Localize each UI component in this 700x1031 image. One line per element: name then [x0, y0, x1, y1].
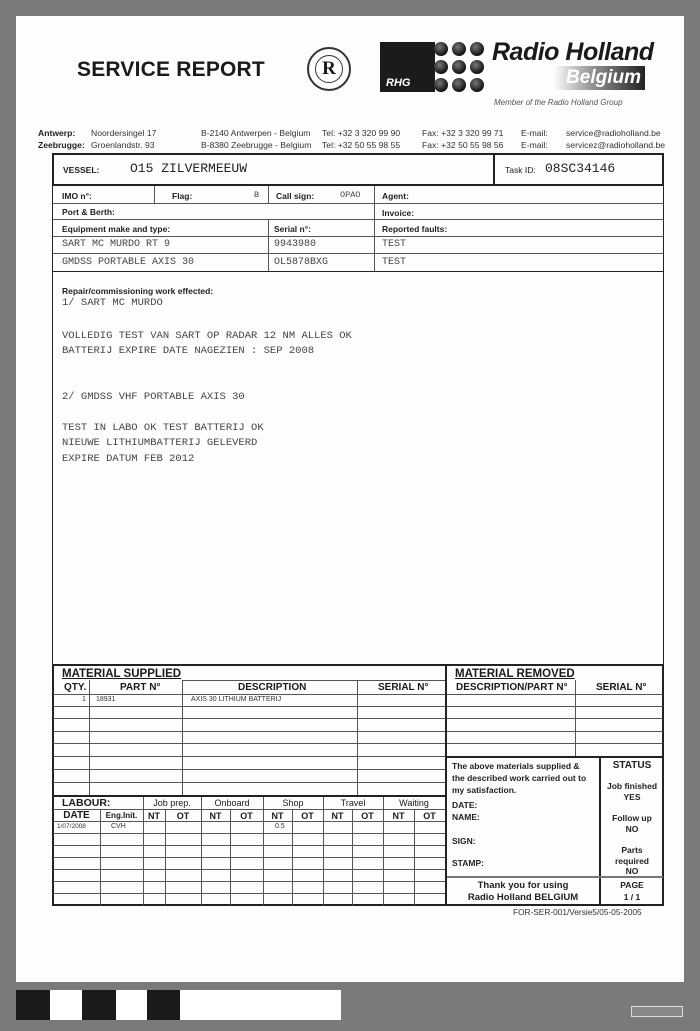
work-line: TEST IN LABO OK TEST BATTERIJ OK [62, 422, 264, 434]
material-part: 18931 [96, 696, 116, 703]
office-postal: B-2140 Antwerpen - Belgium [201, 128, 311, 138]
brand-subtitle: Belgium [553, 66, 645, 90]
equipment-row-2-fault: TEST [382, 257, 407, 268]
material-supplied-title: MATERIAL SUPPLIED [62, 668, 182, 680]
material-removed-title: MATERIAL REMOVED [455, 668, 575, 680]
form-code: FOR-SER-001/Versie5/05-05-2005 [513, 907, 642, 917]
status-title: STATUS [612, 760, 652, 771]
thanks-text: Thank you for using Radio Holland BELGIUM [467, 880, 579, 903]
material-description: AXIS 30 LITHIUM BATTERIJ [191, 696, 282, 703]
equipment-row-1-type: SART MC MURDO RT 9 [62, 239, 171, 250]
office-postal: B-8380 Zeebrugge - Belgium [201, 140, 312, 150]
status-follow-up: Follow up NO [612, 813, 652, 834]
signoff-stamp-label: STAMP: [452, 858, 484, 868]
labour-group-travel: Travel [340, 798, 366, 808]
flag-value: B [254, 190, 260, 200]
work-line: BATTERIJ EXPIRE DATE NAGEZIEN : SEP 2008 [62, 345, 315, 357]
archive-label [631, 1006, 683, 1017]
office-fax: Fax: +32 3 320 99 71 [422, 128, 504, 138]
quality-seal-icon [307, 47, 351, 91]
signoff-name-label: NAME: [452, 812, 480, 822]
work-line: 1/ SART MC MURDO [62, 297, 163, 309]
labour-group-waiting: Waiting [399, 798, 429, 808]
scan-calibration-bars [16, 990, 341, 1020]
labour-title: LABOUR: [62, 797, 111, 809]
logo-dots-icon [434, 42, 488, 92]
equipment-row-1-serial: 9943980 [274, 239, 317, 250]
signoff-statement: The above materials supplied & the described work carried out to my satisfaction. [452, 761, 587, 795]
work-line: NIEUWE LITHIUMBATTERIJ GELEVERD [62, 437, 258, 449]
logo-rhg-mark: RHG [386, 77, 411, 89]
nt-header: NT [271, 811, 284, 821]
office-tel: Tel: +32 50 55 98 55 [322, 140, 401, 150]
office-street: Groenlandstr. 93 [91, 140, 155, 150]
page-title: SERVICE REPORT [77, 58, 265, 81]
nt-header: NT [392, 811, 405, 821]
ot-header: OT [176, 811, 190, 821]
work-label: Repair/commissioning work effected: [62, 286, 214, 296]
office-tel: Tel: +32 3 320 99 90 [322, 128, 401, 138]
port-berth-label: Port & Berth: [62, 207, 115, 217]
invoice-label: Invoice: [382, 208, 415, 218]
office-email-label: E-mail: [521, 140, 548, 150]
office-street: Noordersingel 17 [91, 128, 157, 138]
status-parts-required: Parts required NO [614, 845, 649, 876]
nt-header: NT [148, 811, 160, 821]
office-zeebrugge [38, 140, 665, 150]
member-text: Member of the Radio Holland Group [494, 98, 623, 107]
office-antwerp [38, 128, 661, 138]
flag-label: Flag: [172, 191, 193, 201]
labour-eng-header: Eng.Init. [105, 811, 138, 820]
office-city: Zeebrugge: [38, 140, 85, 150]
labour-group-jobprep: Job prep. [153, 798, 191, 808]
labour-row-eng: CVH [111, 823, 126, 830]
serial-header: SERIAL N° [378, 682, 429, 693]
task-id-label: Task ID: [505, 165, 536, 175]
ot-header: OT [240, 811, 253, 821]
callsign-value: OPAO [340, 190, 361, 200]
vessel-value: O15 ZILVERMEEUW [130, 161, 248, 176]
signoff-date-label: DATE: [452, 800, 478, 810]
callsign-label: Call sign: [276, 191, 315, 201]
labour-group-onboard: Onboard [214, 798, 250, 808]
labour-group-shop: Shop [282, 798, 304, 808]
office-email-label: E-mail: [521, 128, 548, 138]
labour-date-header: DATE [63, 810, 90, 821]
work-line: VOLLEDIG TEST VAN SART OP RADAR 12 NM ALLES OK [62, 330, 352, 342]
brand-name: Radio Holland [492, 38, 654, 66]
equipment-row-2-serial: OL5878BXG [274, 257, 329, 268]
serial-header: Serial n°: [274, 224, 311, 234]
nt-header: NT [331, 811, 344, 821]
part-header: PART N° [120, 682, 161, 693]
removed-serial-header: SERIAL N° [596, 682, 647, 693]
status-page: PAGE 1 / 1 [620, 880, 644, 902]
status-job-finished: Job finished YES [606, 781, 658, 802]
faults-header: Reported faults: [382, 224, 448, 234]
imo-label: IMO n°: [62, 191, 92, 201]
ot-header: OT [361, 811, 374, 821]
agent-label: Agent: [382, 191, 409, 201]
signoff-sign-label: SIGN: [452, 836, 476, 846]
equipment-row-1-fault: TEST [382, 239, 407, 250]
vessel-label: VESSEL: [63, 165, 100, 175]
equipment-header: Equipment make and type: [62, 224, 171, 234]
office-city: Antwerp: [38, 128, 76, 138]
ot-header: OT [423, 811, 436, 821]
ot-header: OT [301, 811, 314, 821]
office-email: service@radioholland.be [566, 128, 661, 138]
task-id-value: 08SC34146 [545, 161, 616, 176]
qty-header: QTY. [64, 682, 87, 693]
office-fax: Fax: +32 50 55 98 56 [422, 140, 504, 150]
work-line: EXPIRE DATUM FEB 2012 [62, 453, 195, 465]
labour-row-shop-nt: 0.5 [275, 823, 285, 830]
description-header: DESCRIPTION [238, 682, 307, 693]
labour-row-date: 1/07/2008 [57, 823, 86, 830]
removed-description-header: DESCRIPTION/PART N° [456, 682, 568, 693]
equipment-row-2-type: GMDSS PORTABLE AXIS 30 [62, 257, 195, 268]
office-email: servicez@radioholland.be [566, 140, 666, 150]
seal-letter: R [315, 55, 343, 83]
work-line: 2/ GMDSS VHF PORTABLE AXIS 30 [62, 391, 245, 403]
material-qty: 1 [82, 696, 86, 703]
nt-header: NT [209, 811, 222, 821]
